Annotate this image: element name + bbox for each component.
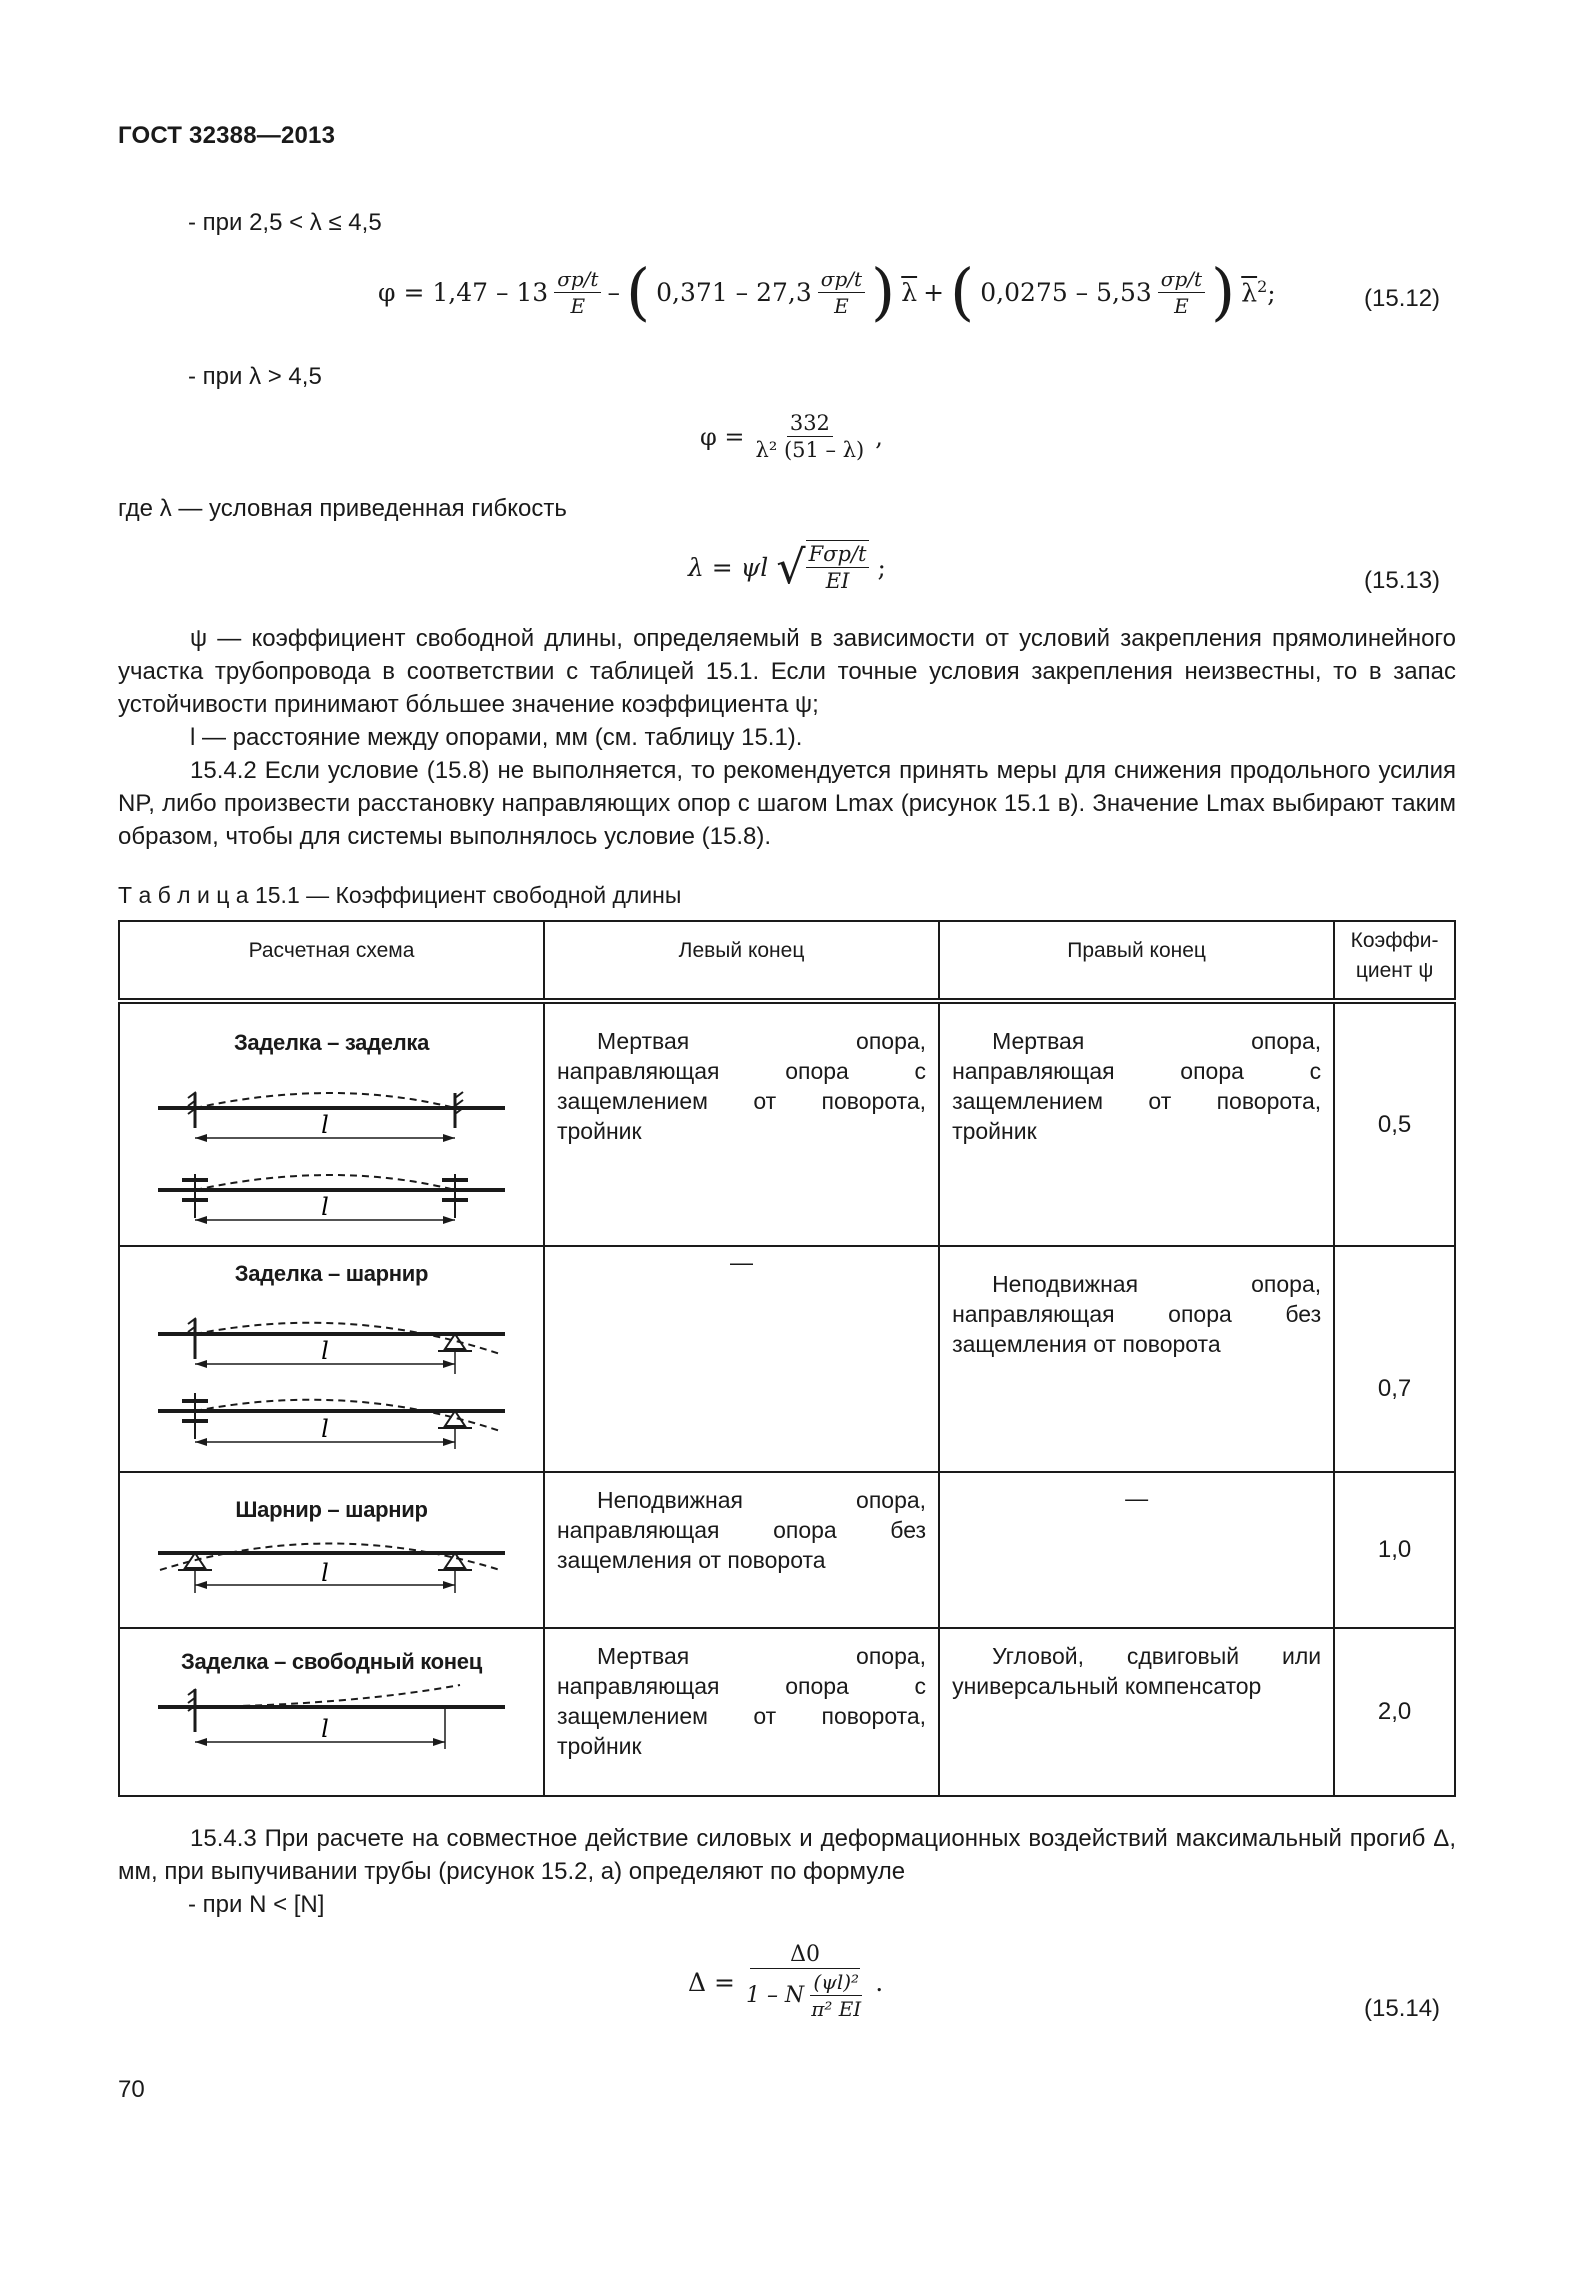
condition-text: - при λ > 4,5 bbox=[188, 363, 322, 390]
equation-phi: φ = $\frac{332}{\text{λ² (51 – λ)}}$ , bbox=[700, 411, 883, 462]
header-cell: Правый конец bbox=[939, 921, 1334, 1001]
where-text: где λ — условная приведенная гибкость bbox=[118, 495, 567, 522]
fraction-denominator: EI bbox=[825, 569, 850, 593]
cell-text: Мертвая опора, направляющая опора с защемлением от поворота, тройник bbox=[952, 1028, 1322, 1144]
cell-text: Мертвая опора, направляющая опора с защемлением от поворота, тройник bbox=[556, 1028, 927, 1144]
scheme-hinge-hinge-diagram bbox=[120, 1525, 540, 1620]
fraction-numerator: 332 bbox=[787, 410, 833, 437]
paragraph-psi: ψ — коэффициент свободной длины, определяемый в зависимости от условий закрепления прямолинейного участка трубопровода в соответствии с таблицей 15.1. Если точные условия закрепления неизвестны, то в запас устойчивости принимают бóльшее значение коэффициента ψ; bbox=[118, 625, 1456, 718]
fraction bbox=[1158, 266, 1205, 319]
left-end-cell bbox=[544, 1001, 939, 1246]
fraction bbox=[806, 540, 870, 594]
table-caption: Т а б л и ц а 15.1 — Коэффициент свободной длины bbox=[118, 882, 682, 908]
equation-15-14: Δ = Δ0 1 – N $\frac{\text{(ψl)²}}{\text{π² EI}}$ . bbox=[688, 1942, 884, 2021]
eq-term: 0,371 – 27,3 bbox=[656, 277, 812, 307]
scheme-cell bbox=[119, 1246, 544, 1472]
header-cell: Коэффи- циент ψ bbox=[1334, 921, 1455, 1001]
scheme-title: Заделка – шарнир bbox=[234, 1261, 429, 1286]
fraction-numerator: Fσp/t bbox=[806, 541, 870, 568]
lambda-bar: $\overline{\lambda}$ bbox=[901, 277, 918, 307]
fraction-numerator: σp/t bbox=[554, 266, 601, 293]
right-end-cell: — bbox=[939, 1472, 1334, 1628]
fraction bbox=[743, 1942, 867, 2022]
fraction-denominator: E bbox=[1174, 293, 1189, 318]
cell-text: Неподвижная опора, направляющая опора без защемления от поворота bbox=[952, 1271, 1322, 1357]
scheme-title: Заделка – заделка bbox=[233, 1030, 430, 1055]
coefficient-table bbox=[118, 920, 1456, 1797]
fraction-denominator: E bbox=[834, 293, 849, 318]
inner-fraction bbox=[808, 1969, 864, 2022]
coefficient-cell: 1,0 bbox=[1334, 1472, 1455, 1628]
fraction-numerator: σp/t bbox=[1158, 266, 1205, 293]
table-row bbox=[119, 1472, 1455, 1628]
dimension-label: l bbox=[321, 1193, 329, 1221]
paragraph-15-4-2: 15.4.2 Если условие (15.8) не выполняется, то рекомендуется принять меры для снижения продольного усилия NP, либо произвести расстановку направляющих опор с шагом Lmax (рисунок 15.1 в). Значение Lmax выбирают таким образом, чтобы для системы выполнялось условие (15.8). bbox=[118, 757, 1456, 850]
fraction-denominator: λ² (51 – λ) bbox=[755, 438, 865, 462]
fraction-numerator: σp/t bbox=[818, 266, 865, 293]
condition-text: - при N < [N] bbox=[188, 1891, 325, 1918]
equation-15-12: φ = 1,47 – 13 $\frac{\sigma p/t}{E}$ – ( 0,371 – 27,3 $\frac{\sigma p/t}{E}$ ) $\overline{\lambda}$ + ( 0,0275 – 5,53 $\frac{\sigma p/t}{E}$ ) $\overline{\lambda}^2$; bbox=[378, 255, 1276, 328]
denominator-prefix: 1 – N bbox=[745, 1982, 805, 2008]
eq-lhs: φ = 1,47 – 13 bbox=[378, 277, 549, 307]
fraction-numerator: Δ0 bbox=[750, 1942, 860, 1969]
cell-text: Угловой, сдвиговый или универсальный компенсатор bbox=[952, 1643, 1322, 1699]
table-header-row bbox=[119, 921, 1455, 1001]
dimension-label: l bbox=[321, 1559, 329, 1587]
dimension-label: l bbox=[321, 1415, 329, 1443]
fraction-denominator bbox=[743, 1969, 867, 2022]
equation-15-13: λ = ψl √ $\frac{\text{Fσp/t}}{EI}$ ; bbox=[688, 540, 886, 594]
header-cell: Расчетная схема bbox=[119, 921, 544, 1001]
scheme-cell bbox=[119, 1472, 544, 1628]
table-row bbox=[119, 1001, 1455, 1246]
paragraph-l: l — расстояние между опорами, мм (см. таблицу 15.1). bbox=[190, 724, 803, 751]
table-row bbox=[119, 1628, 1455, 1796]
eq-lhs: φ = bbox=[700, 422, 745, 451]
dimension-label: l bbox=[321, 1111, 329, 1139]
eq-term: 0,0275 – 5,53 bbox=[980, 277, 1152, 307]
right-end-cell bbox=[939, 1001, 1334, 1246]
dimension-label: l bbox=[321, 1715, 329, 1743]
coefficient-cell: 0,7 bbox=[1334, 1246, 1455, 1472]
document-header: ГОСТ 32388—2013 bbox=[118, 122, 336, 149]
inner-denominator: π² EI bbox=[811, 1997, 862, 2021]
header-cell: Левый конец bbox=[544, 921, 939, 1001]
scheme-cell bbox=[119, 1001, 544, 1246]
fraction bbox=[753, 410, 868, 463]
eq-lhs: Δ = bbox=[688, 1967, 735, 1997]
fraction bbox=[818, 266, 865, 319]
table-row bbox=[119, 1246, 1455, 1472]
cell-text: Мертвая опора, направляющая опора с защемлением от поворота, тройник bbox=[556, 1643, 927, 1759]
equation-number: (15.12) bbox=[1364, 285, 1441, 312]
condition-text: - при 2,5 < λ ≤ 4,5 bbox=[188, 209, 382, 236]
coefficient-cell: 2,0 bbox=[1334, 1628, 1455, 1796]
eq-lhs: λ = ψl bbox=[688, 552, 769, 582]
left-end-cell bbox=[544, 1628, 939, 1796]
page-number: 70 bbox=[118, 2076, 145, 2103]
scheme-fixed-fixed-diagram bbox=[120, 1058, 540, 1238]
scheme-title: Шарнир – шарнир bbox=[235, 1497, 428, 1522]
scheme-cell bbox=[119, 1628, 544, 1796]
fraction bbox=[554, 266, 601, 319]
fraction-denominator: E bbox=[570, 293, 586, 318]
scheme-fixed-free-diagram bbox=[120, 1677, 540, 1777]
right-end-cell bbox=[939, 1246, 1334, 1472]
paragraph-15-4-3: 15.4.3 При расчете на совместное действие силовых и деформационных воздействий максимальный прогиб Δ, мм, при выпучивании трубы (рисунок 15.2, а) определяют по формуле bbox=[118, 1825, 1456, 1885]
left-end-cell: — bbox=[544, 1246, 939, 1472]
coefficient-cell: 0,5 bbox=[1334, 1001, 1455, 1246]
equation-number: (15.14) bbox=[1364, 1995, 1441, 2022]
cell-text: Неподвижная опора, направляющая опора без защемления от поворота bbox=[556, 1487, 927, 1573]
left-end-cell bbox=[544, 1472, 939, 1628]
inner-numerator: (ψl)² bbox=[810, 1969, 862, 1996]
equation-number: (15.13) bbox=[1364, 567, 1441, 594]
scheme-title: Заделка – свободный конец bbox=[181, 1649, 482, 1674]
lambda-bar: $\overline{\lambda}$ bbox=[1241, 278, 1258, 308]
right-end-cell bbox=[939, 1628, 1334, 1796]
dimension-label: l bbox=[321, 1337, 329, 1365]
scheme-fixed-hinge-diagram bbox=[120, 1289, 540, 1464]
